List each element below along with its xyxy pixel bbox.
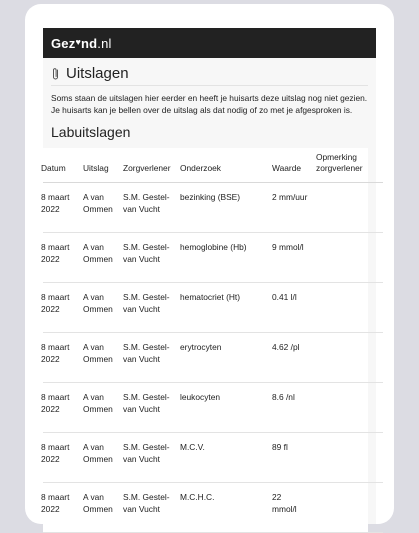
section-header bbox=[51, 62, 368, 86]
cell-waarde: 9 mmol/l bbox=[268, 232, 312, 282]
cell-uitslag: A van Ommen bbox=[79, 432, 119, 482]
top-navigation-bar bbox=[43, 28, 376, 58]
cell-opmerking bbox=[312, 282, 383, 332]
column-header-waarde[interactable]: Waarde bbox=[268, 148, 312, 182]
logo-text-right: nd bbox=[81, 35, 98, 51]
page-title: Uitslagen bbox=[66, 65, 129, 82]
column-header-uitslag[interactable]: Uitslag bbox=[79, 148, 119, 182]
column-header-label: Datum bbox=[41, 162, 66, 173]
cell-datum-text: 8 maart 2022 bbox=[41, 291, 70, 314]
cell-datum bbox=[43, 182, 79, 232]
column-header-onderzoek[interactable]: Onderzoek bbox=[176, 148, 268, 182]
cell-datum bbox=[43, 432, 79, 482]
cell-uitslag: A van Ommen bbox=[79, 182, 119, 232]
cell-uitslag: A van Ommen bbox=[79, 232, 119, 282]
lab-results-table bbox=[43, 148, 383, 533]
browser-viewport bbox=[43, 28, 376, 524]
cell-zorgverlener: S.M. Gestel-van Vucht bbox=[119, 382, 176, 432]
cell-onderzoek: leukocyten bbox=[176, 382, 268, 432]
cell-onderzoek: M.C.V. bbox=[176, 432, 268, 482]
cell-zorgverlener: S.M. Gestel-van Vucht bbox=[119, 432, 176, 482]
table-row bbox=[43, 482, 383, 532]
cell-zorgverlener: S.M. Gestel-van Vucht bbox=[119, 332, 176, 382]
table-row bbox=[43, 182, 383, 232]
cell-uitslag: A van Ommen bbox=[79, 282, 119, 332]
cell-waarde: 22 mmol/l bbox=[268, 482, 312, 532]
paperclip-icon bbox=[51, 67, 61, 81]
cell-datum bbox=[43, 332, 79, 382]
cell-waarde: 89 fl bbox=[268, 432, 312, 482]
column-header-datum[interactable] bbox=[43, 148, 79, 182]
cell-datum-text: 8 maart 2022 bbox=[41, 391, 70, 414]
site-logo[interactable] bbox=[51, 36, 112, 51]
cell-opmerking bbox=[312, 182, 383, 232]
cell-opmerking bbox=[312, 232, 383, 282]
cell-datum bbox=[43, 282, 79, 332]
logo-text-left: Gez bbox=[51, 35, 76, 51]
cell-datum-text: 8 maart 2022 bbox=[41, 191, 70, 214]
cell-onderzoek: hemoglobine (Hb) bbox=[176, 232, 268, 282]
cell-datum-text: 8 maart 2022 bbox=[41, 341, 70, 364]
lab-results-title: Labuitslagen bbox=[51, 124, 131, 140]
logo-suffix: .nl bbox=[97, 35, 112, 51]
cell-datum-text: 8 maart 2022 bbox=[41, 491, 70, 514]
cell-waarde: 0.41 l/l bbox=[268, 282, 312, 332]
cell-onderzoek: hematocriet (Ht) bbox=[176, 282, 268, 332]
table-header-row bbox=[43, 148, 383, 182]
cell-datum bbox=[43, 232, 79, 282]
table-row bbox=[43, 332, 383, 382]
cell-zorgverlener: S.M. Gestel-van Vucht bbox=[119, 482, 176, 532]
cell-onderzoek: M.C.H.C. bbox=[176, 482, 268, 532]
cell-zorgverlener: S.M. Gestel-van Vucht bbox=[119, 232, 176, 282]
heart-icon: ♥ bbox=[75, 37, 81, 47]
cell-uitslag: A van Ommen bbox=[79, 482, 119, 532]
cell-datum-text: 8 maart 2022 bbox=[41, 241, 70, 264]
column-header-opmerking[interactable]: Opmerking zorgverlener bbox=[312, 148, 383, 182]
main-content bbox=[43, 62, 376, 533]
cell-waarde: 4.62 /pl bbox=[268, 332, 312, 382]
cell-zorgverlener: S.M. Gestel-van Vucht bbox=[119, 182, 176, 232]
table-row bbox=[43, 232, 383, 282]
table-row bbox=[43, 282, 383, 332]
cell-uitslag: A van Ommen bbox=[79, 332, 119, 382]
cell-onderzoek: bezinking (BSE) bbox=[176, 182, 268, 232]
cell-onderzoek: erytrocyten bbox=[176, 332, 268, 382]
table-row bbox=[43, 432, 383, 482]
cell-datum bbox=[43, 482, 79, 532]
cell-waarde: 2 mm/uur bbox=[268, 182, 312, 232]
column-header-zorgverlener[interactable]: Zorgverlener bbox=[119, 148, 176, 182]
device-frame bbox=[25, 4, 394, 524]
cell-opmerking bbox=[312, 432, 383, 482]
intro-text: Soms staan de uitslagen hier eerder en heeft je huisarts deze uitslag nog niet gezien. Je huisarts kan je bellen over de uitslag als dat nodig of zo met je afgesproken is. bbox=[51, 93, 368, 115]
cell-uitslag: A van Ommen bbox=[79, 382, 119, 432]
cell-waarde: 8.6 /nl bbox=[268, 382, 312, 432]
lab-results-table-container[interactable] bbox=[43, 148, 368, 533]
cell-opmerking bbox=[312, 382, 383, 432]
cell-opmerking bbox=[312, 482, 383, 532]
cell-opmerking bbox=[312, 332, 383, 382]
table-row bbox=[43, 382, 383, 432]
cell-datum bbox=[43, 382, 79, 432]
cell-zorgverlener: S.M. Gestel-van Vucht bbox=[119, 282, 176, 332]
cell-datum-text: 8 maart 2022 bbox=[41, 441, 70, 464]
